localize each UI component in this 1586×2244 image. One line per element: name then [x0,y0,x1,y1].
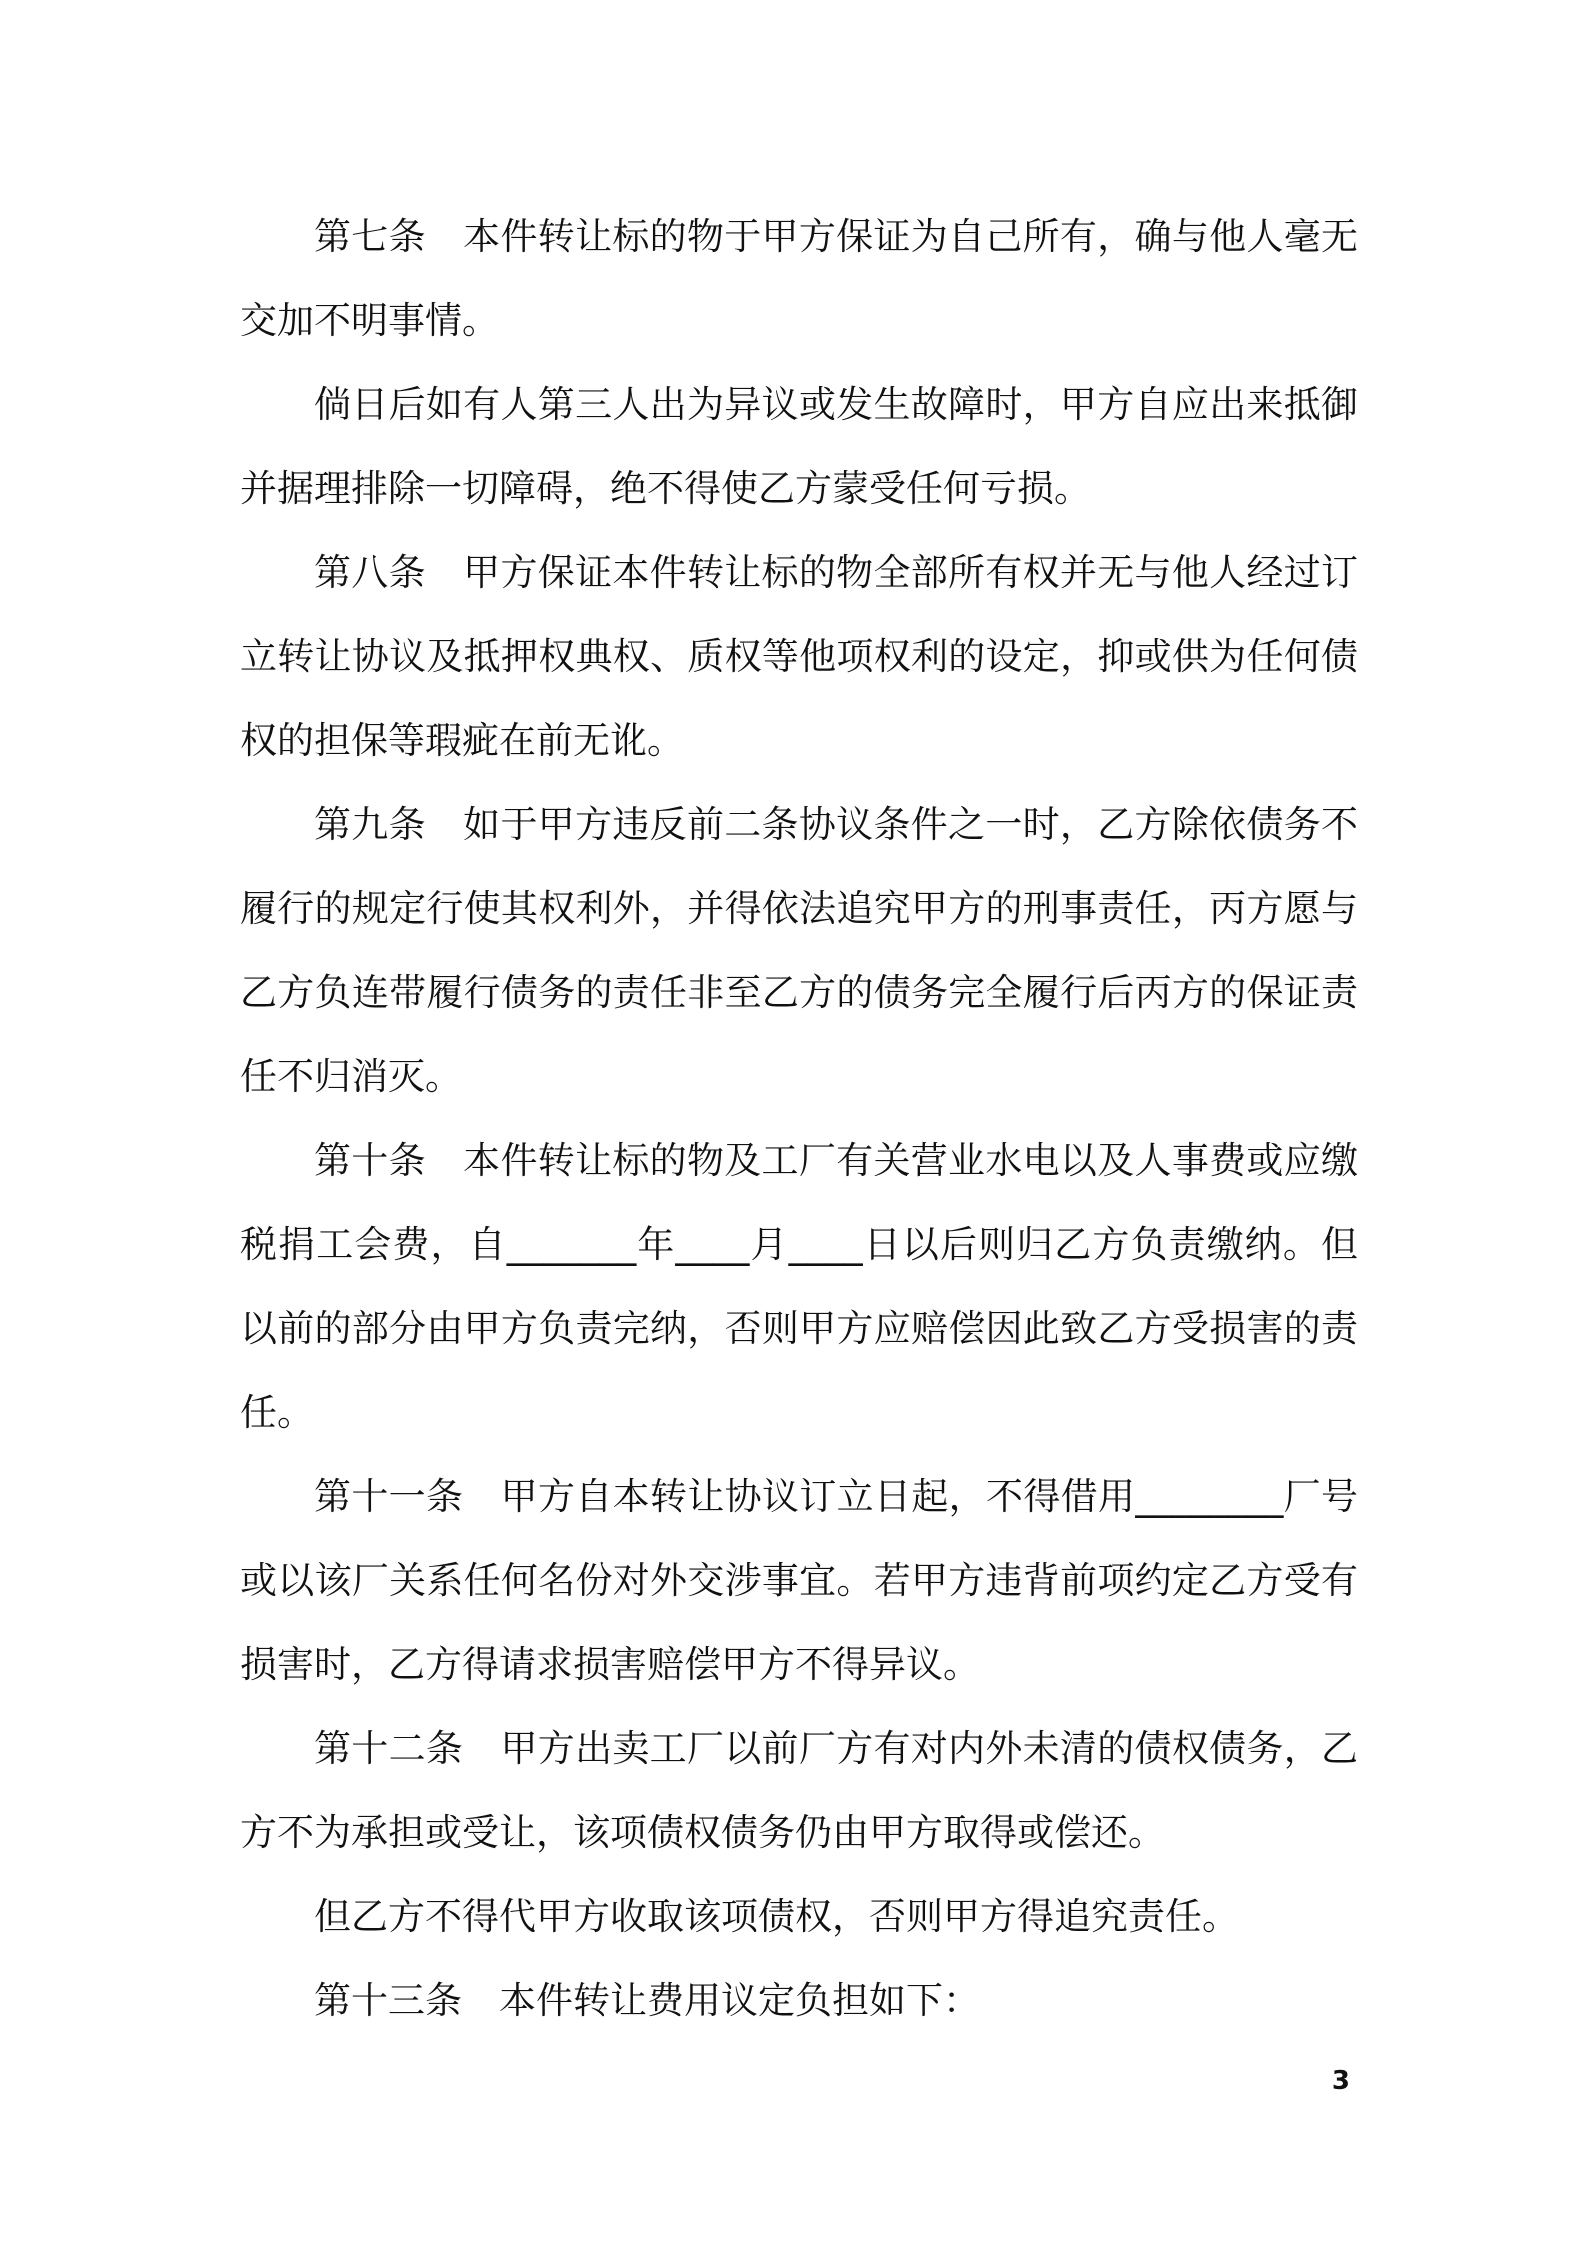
paragraph-article-10: 第十条 本件转让标的物及工厂有关营业水电以及人事费或应缴税捐工会费，自_______年____月____日以后则归乙方负责缴纳。但以前的部分由甲方负责完纳，否则甲方应赔偿因此致乙方受损害的责任。 [240,1139,1358,1434]
document-body [240,195,1358,2043]
paragraph-article-8: 第八条 甲方保证本件转让标的物全部所有权并无与他人经过订立转让协议及抵押权典权、质权等他项权利的设定，抑或供为任何债权的担保等瑕疵在前无讹。 [240,551,1358,762]
paragraph-article-7-continued: 倘日后如有人第三人出为异议或发生故障时，甲方自应出来抵御并据理排除一切障碍，绝不得使乙方蒙受任何亏损。 [240,383,1358,510]
paragraph-article-12: 第十二条 甲方出卖工厂以前厂方有对内外未清的债权债务，乙方不为承担或受让，该项债权债务仍由甲方取得或偿还。 [240,1727,1358,1854]
paragraph-article-7: 第七条 本件转让标的物于甲方保证为自己所有，确与他人毫无交加不明事情。 [240,215,1358,342]
page-number: 3 [1331,2066,1350,2096]
paragraph-article-9: 第九条 如于甲方违反前二条协议条件之一时，乙方除依债务不履行的规定行使其权利外，并得依法追究甲方的刑事责任，丙方愿与乙方负连带履行债务的责任非至乙方的债务完全履行后丙方的保证责任不归消灭。 [240,803,1358,1098]
paragraph-article-11: 第十一条 甲方自本转让协议订立日起，不得借用________厂号或以该厂关系任何名份对外交涉事宜。若甲方违背前项约定乙方受有损害时，乙方得请求损害赔偿甲方不得异议。 [240,1475,1358,1686]
paragraph-article-12-continued: 但乙方不得代甲方收取该项债权，否则甲方得追究责任。 [314,1895,1239,1938]
paragraph-article-13: 第十三条 本件转让费用议定负担如下： [314,1979,980,2022]
